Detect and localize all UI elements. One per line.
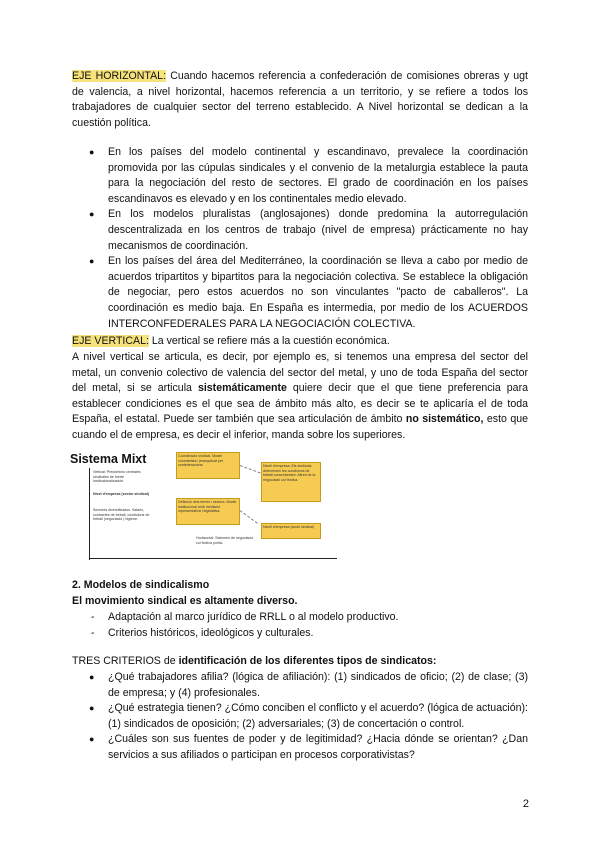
- list-item: ● ¿Qué estrategia tienen? ¿Cómo conciben el conflicto y el acuerdo? (lógica de actuación): (1) sindicados de oposición; (2) adversariales; (3) de concertación o control.: [72, 701, 528, 732]
- diagram-left-text-3: Sectores diversificados. Salario, contractes de treball, condicions de treball (negociació ) higiene.: [93, 508, 150, 522]
- list-item: ● En los modelos pluralistas (anglosajones) donde predomina la autorregulación descentralizada en los centros de trabajo (nivel de empresa) prácticamente no hay mecanismos de coordinación.: [72, 207, 528, 254]
- criterios-paragraph: [72, 654, 528, 670]
- list-item: ● En los países del área del Mediterráneo, la coordinación se lleva a cabo por medio de acuerdos tripartitos y bipartitos para la negociación colectiva. Se establece la obligación de negociar, pero estos acuerdos no son vinculantes "pacto de caballeros". La coordinación es medio baja. En España es intermedia, por medio de los ACUERDOS INTERCONFEDERALES PARA LA NEGOCIACIÓN COLECTIVA.: [72, 254, 528, 332]
- eje-vertical-text: La vertical se refiere más a la cuestión económica.: [148, 335, 390, 347]
- vertical-bold-1: sistemáticamente: [197, 382, 287, 395]
- diagram-box-definition: Definició dels temes i sectors. Model institucional amb mediació representativa i legislativa.: [176, 498, 240, 525]
- page-number: 2: [522, 798, 529, 810]
- criterios-list: [72, 670, 528, 764]
- eje-vertical-label: EJE VERTICAL:: [72, 335, 149, 347]
- section-subheading: El movimiento sindical es altamente diverso.: [72, 595, 298, 607]
- vertical-axis: [89, 468, 90, 560]
- diagram-title: Sistema Mixt: [70, 452, 147, 466]
- section-heading: 2. Modelos de sindicalismo: [72, 579, 210, 591]
- vertical-text-3: esto que cuando el de empresa, es decir el inferior, manda sobre los superiores.: [72, 413, 529, 441]
- eje-vertical-paragraph: [72, 334, 528, 350]
- criterios-bold: identificación de los diferentes tipos de sindicatos:: [178, 655, 437, 667]
- diagram-box-coordination: Coordinació sindical. Model voluntarista i jerarquitzat per confederacions.: [176, 452, 240, 479]
- eje-horizontal-label: EJE HORIZONTAL:: [72, 70, 167, 82]
- list-item: ● ¿Cuáles son sus fuentes de poder y de legitimidad? ¿Hacia dónde se orientan? ¿Dan servicios a sus afiliados o participan en procesos corporativistas?: [72, 732, 528, 763]
- eje-horizontal-paragraph: [72, 69, 528, 131]
- coordination-models-list: [72, 145, 528, 332]
- diagram-bottom-text: Horitzontal: Sistemes de negociació col·lectiva polític.: [196, 536, 254, 545]
- list-item: - Adaptación al marco jurídico de RRLL o al modelo productivo.: [72, 610, 528, 626]
- diagram-left-text-2: Nivel d'empresa (sector sindical): [93, 492, 149, 496]
- horizontal-axis: [89, 558, 337, 559]
- vertical-bold-2: no sistemático,: [405, 413, 484, 426]
- diagram-box-union-action: Nivell d'empresa (acció sindical): [261, 523, 321, 539]
- list-item: ● En los países del modelo continental y escandinavo, prevalece la coordinación promovida por las cúpulas sindicales y el convenio de la metalurgia establece la pauta para la negociación del resto de sectores. El grado de coordinación en los países escandinavos es elevado y en los continentales medio elevado.: [72, 145, 528, 207]
- diagram-connector: [240, 465, 261, 473]
- sistema-mixt-diagram: [64, 450, 344, 565]
- diversity-factors-list: [72, 610, 528, 641]
- eje-horizontal-text: Cuando hacemos referencia a confederación de comisiones obreras y ugt de valencia, a nivel horizontal, hacemos referencia a un territorio, y se refiere a todos los trabajadores de cualquier sector del terreno establecido. A Nivel horizontal se dedican a la cuestión política.: [72, 70, 529, 129]
- vertical-text-2: quiere decir que el que tiene preferencia para establecer condiciones es el que sea de ámbito más alto, es decir se te aplicaría el de toda España, el estatal. Puede ser también que sea articulación de ámbito: [72, 382, 528, 426]
- criterios-lead: TRES CRITERIOS de: [72, 655, 179, 667]
- list-item: ● ¿Qué trabajadores afilia? (lógica de afiliación): (1) sindicados de oficio; (2) de clase; (3) de empresa; y (4) profesionales.: [72, 670, 528, 701]
- vertical-explanation-paragraph: [72, 350, 528, 444]
- vertical-text-1: A nivel vertical se articula, es decir, por ejemplo es, si tenemos una empresa del sector del metal, un convenio colectivo de valencia del sector del metal, y uno de toda España del sector del metal, si se articula: [72, 351, 528, 395]
- list-item: - Criterios históricos, ideológicos y culturales.: [72, 626, 528, 642]
- diagram-box-company-level: Nivell d'empresa: Els sindicats determinen les condicions de treball concretament. Altres de la negociació col·lectiva.: [261, 462, 321, 502]
- diagram-connector: [239, 510, 257, 524]
- diagram-left-text-1: Vertical: Predominio centrales sindicales de fuerte Institucionalización.: [93, 470, 141, 484]
